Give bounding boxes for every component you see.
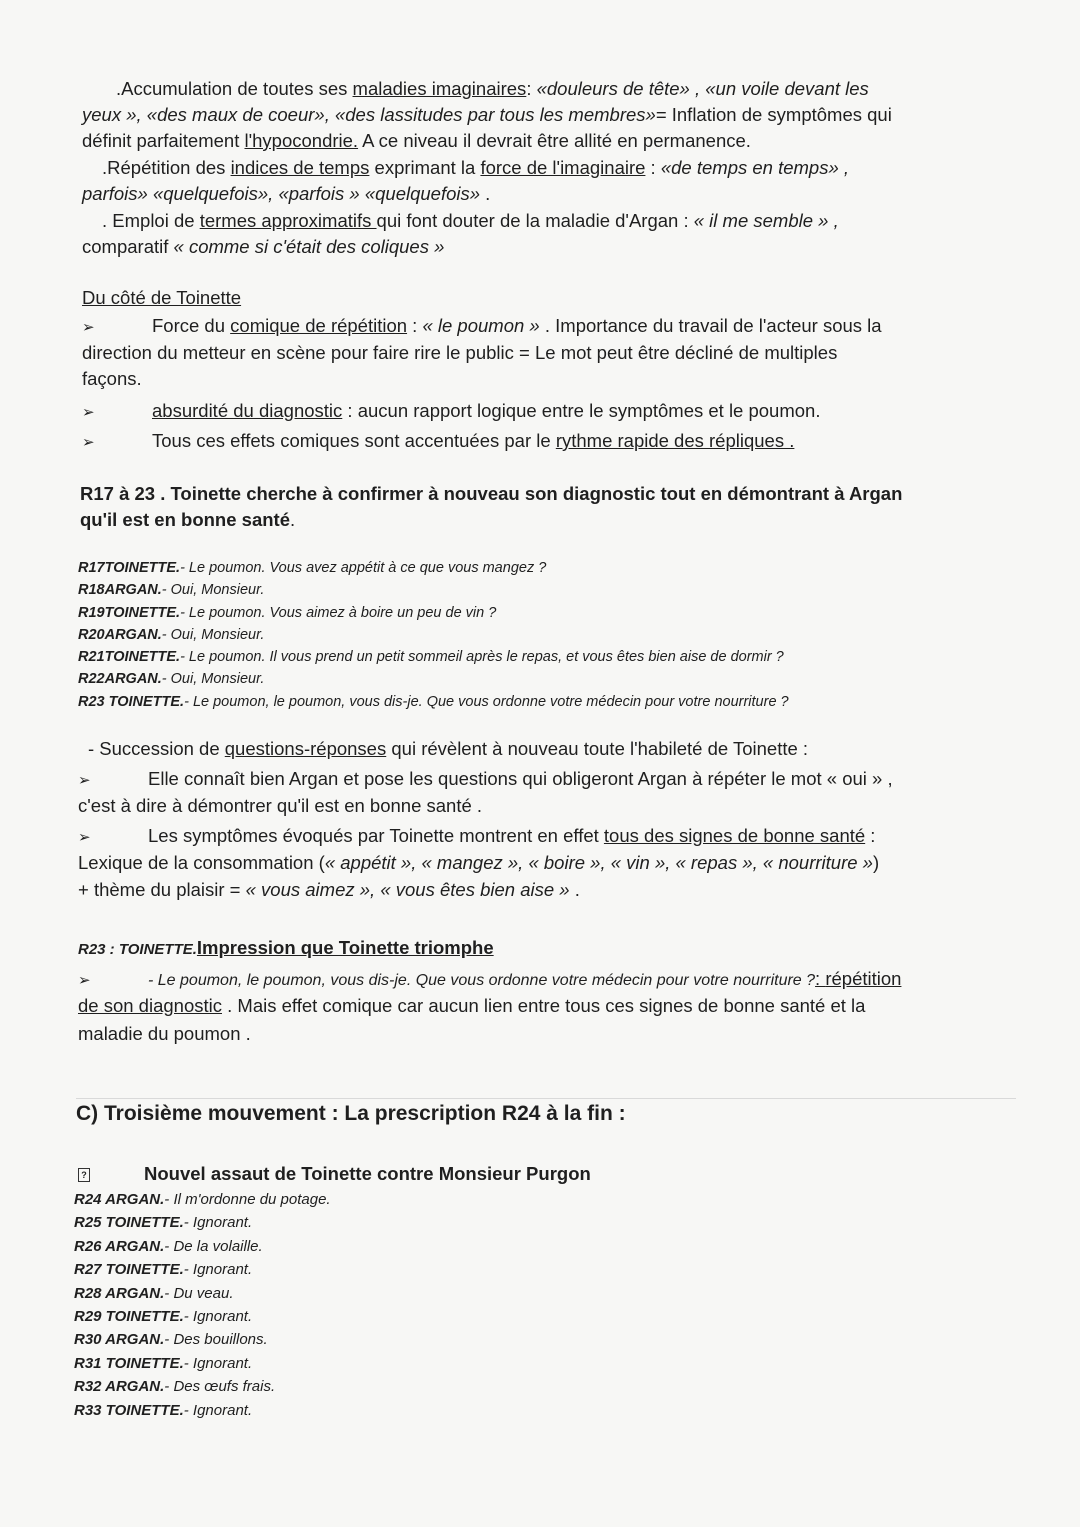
r23-line-2: de son diagnostic . Mais effet comique car aucun lien entre tous ces signes de bonne santé et la [78, 995, 866, 1016]
dialogue-line: R20ARGAN.- Oui, Monsieur. [78, 626, 265, 643]
r23-heading: R23 : TOINETTE.Impression que Toinette triomphe [78, 937, 494, 958]
part2-analysis-line-1: - Succession de questions-réponses qui révèlent à nouveau toute l'habileté de Toinette : [88, 738, 809, 759]
toinette-bullet-1-line-3: façons. [82, 368, 142, 389]
arrow-icon: ➢ [78, 772, 91, 789]
dialogue-line: R30 ARGAN.- Des bouillons. [74, 1331, 268, 1349]
arrow-icon: ➢ [82, 404, 95, 421]
dialogue-line: R24 ARGAN.- Il m'ordonne du potage. [74, 1191, 331, 1208]
intro-line-6: . Emploi de termes approximatifs qui font douter de la maladie d'Argan : « il me semble » , [102, 210, 839, 231]
dialogue-line: R26 ARGAN.- De la volaille. [74, 1237, 263, 1255]
part3-dialogue [74, 1188, 331, 1422]
toinette-bullet-2: ➢ absurdité du diagnostic : aucun rapport logique entre le symptômes et le poumon. [82, 398, 1000, 426]
dialogue-line: R32 ARGAN.- Des œufs frais. [74, 1378, 276, 1396]
dialogue-line: R33 TOINETTE.- Ignorant. [74, 1401, 253, 1419]
arrow-icon: ➢ [82, 434, 95, 451]
toinette-section-title: Du côté de Toinette [82, 287, 242, 308]
intro-line-2: yeux », «des maux de coeur», «des lassitudes par tous les membres»= Inflation de symptômes qui [82, 104, 892, 125]
r23-line-3: maladie du poumon . [78, 1023, 251, 1044]
dialogue-line: R28 ARGAN.- Du veau. [74, 1284, 234, 1302]
arrow-icon: ➢ [82, 319, 95, 336]
toinette-bullet-3: ➢ Tous ces effets comiques sont accentuées par le rythme rapide des répliques . [82, 428, 1000, 456]
part2-heading-line-1: R17 à 23 . Toinette cherche à confirmer à nouveau son diagnostic tout en démontrant à Argan [80, 483, 903, 504]
dialogue-line: R22ARGAN.- Oui, Monsieur. [78, 671, 265, 688]
arrow-icon: ➢ [78, 829, 91, 846]
part2-dialogue [78, 557, 789, 713]
part2-heading-line-2: qu'il est en bonne santé. [80, 509, 296, 530]
intro-line-3: définit parfaitement l'hypocondrie. A ce niveau il devrait être allité en permanence. [82, 130, 751, 151]
part3-subheading: ? Nouvel assaut de Toinette contre Monsieur Purgon [78, 1161, 591, 1187]
dialogue-line: R23 TOINETTE.- Le poumon, le poumon, vous dis-je. Que vous ordonne votre médecin pour votre nourriture ? [78, 693, 789, 710]
dialogue-line: R18ARGAN.- Oui, Monsieur. [78, 582, 265, 599]
dialogue-line: R19TOINETTE.- Le poumon. Vous aimez à boire un peu de vin ? [78, 604, 497, 621]
toinette-bullet-1-line-2: direction du metteur en scène pour faire rire le public = Le mot peut être décliné de multiples [82, 342, 838, 363]
placeholder-box-icon: ? [78, 1168, 90, 1182]
part2-analysis-bullet-2-line-3: + thème du plaisir = « vous aimez », « vous êtes bien aise » . [78, 879, 580, 900]
dialogue-line: R17TOINETTE.- Le poumon. Vous avez appétit à ce que vous mangez ? [78, 560, 547, 576]
intro-line-1: .Accumulation de toutes ses maladies imaginaires: «douleurs de tête» , «un voile devant les [116, 78, 869, 99]
part2-analysis-bullet-2-line-2: Lexique de la consommation (« appétit », « mangez », « boire », « vin », « repas », « nourriture ») [78, 852, 880, 873]
intro-line-7: comparatif « comme si c'était des coliques » [82, 236, 445, 257]
dialogue-line: R21TOINETTE.- Le poumon. Il vous prend un petit sommeil après le repas, et vous êtes bien aise de dormir ? [78, 649, 784, 666]
intro-line-4: .Répétition des indices de temps exprimant la force de l'imaginaire : «de temps en temps» , [102, 157, 850, 178]
toinette-bullet-1: ➢ Force du comique de répétition : « le poumon » . Importance du travail de l'acteur sous la [82, 313, 1000, 341]
arrow-icon: ➢ [78, 972, 91, 989]
part2-analysis-bullet-2: ➢ Les symptômes évoqués par Toinette montrent en effet tous des signes de bonne santé : [78, 823, 1008, 851]
part3-heading: C) Troisième mouvement : La prescription R24 à la fin : [76, 1102, 626, 1125]
dialogue-line: R29 TOINETTE.- Ignorant. [74, 1308, 253, 1326]
r23-quote-line: ➢ - Le poumon, le poumon, vous dis-je. Que vous ordonne votre médecin pour votre nourriture ?: répétition [78, 966, 1012, 994]
section-divider [76, 1098, 1016, 1099]
intro-line-5: parfois» «quelquefois», «parfois » «quelquefois» . [82, 183, 491, 204]
part2-analysis-bullet-1: ➢ Elle connaît bien Argan et pose les questions qui obligeront Argan à répéter le mot « oui » , [78, 766, 1008, 794]
dialogue-line: R25 TOINETTE.- Ignorant. [74, 1214, 253, 1232]
dialogue-line: R27 TOINETTE.- Ignorant. [74, 1261, 253, 1279]
dialogue-line: R31 TOINETTE.- Ignorant. [74, 1354, 253, 1372]
part2-analysis-bullet-1-line-2: c'est à dire à démontrer qu'il est en bonne santé . [78, 795, 483, 816]
